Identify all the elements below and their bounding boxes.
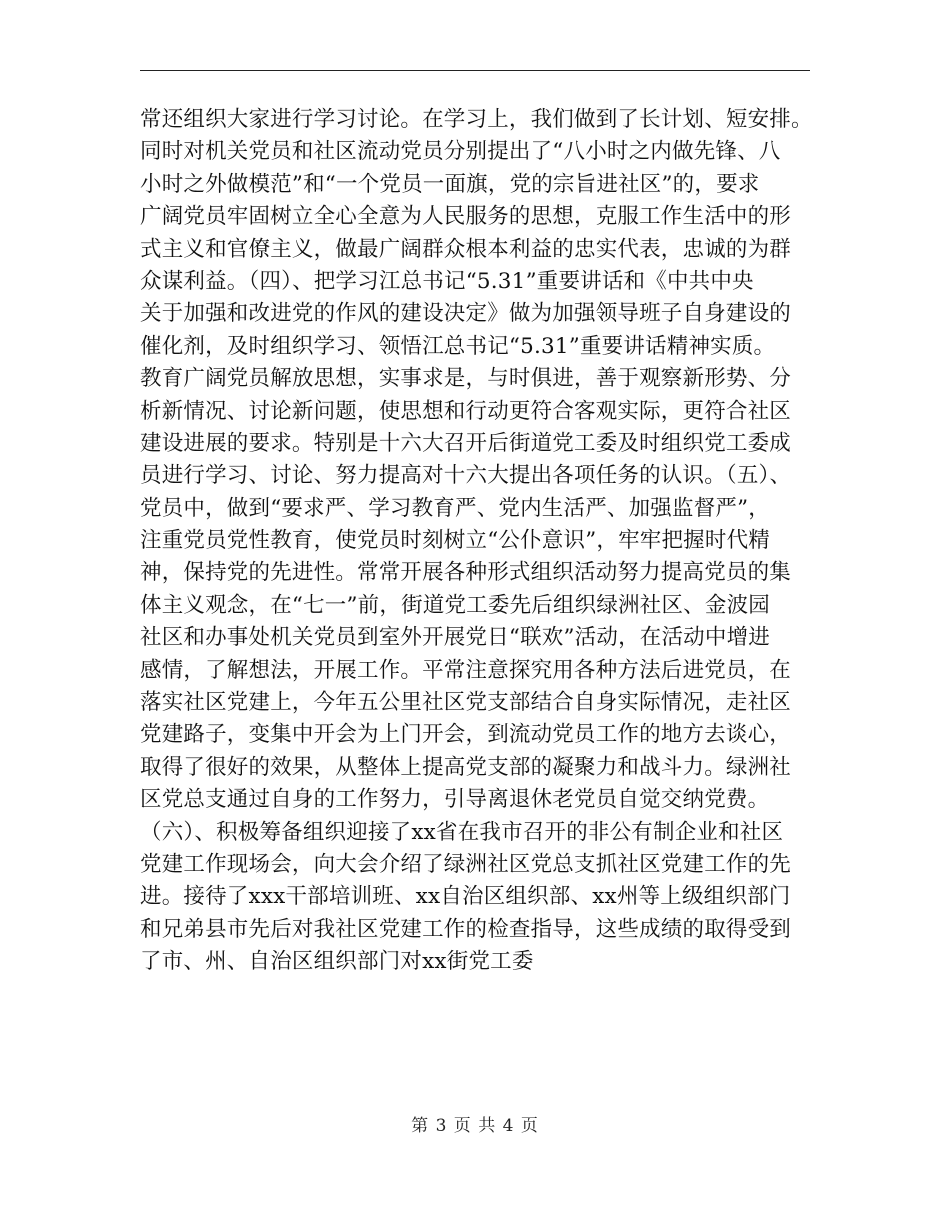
text-line: 落实社区党建上，今年五公里社区党支部结合自身实际情况，走社区 <box>140 690 792 716</box>
text-line: 常还组织大家进行学习讨论。在学习上，我们做到了长计划、短安排。 <box>140 107 813 132</box>
text-line: 催化剂，及时组织学习、领悟江总书记“5.31”重要讲话精神实质。 <box>140 333 776 359</box>
text-line: 注重党员党性教育，使党员时刻树立“公仆意识”，牢牢把握时代精 <box>140 528 770 554</box>
text-line: （六）、积极筹备组织迎接了xx省在我市召开的非公有制企业和社区 <box>140 819 784 845</box>
text-line: 了市、州、自治区组织部门对xx街党工委 <box>140 949 534 975</box>
header-rule <box>140 70 810 71</box>
text-line: 析新情况、讨论新问题，使思想和行动更符合客观实际，更符合社区 <box>140 398 792 424</box>
text-line: 体主义观念，在“七一”前，街道党工委先后组织绿洲社区、金波园 <box>140 592 770 618</box>
text-line: 党员中，做到“要求严、学习教育严、党内生活严、加强监督严”， <box>140 495 770 521</box>
page-number-footer: 第 3 页 共 4 页 <box>411 1116 539 1136</box>
text-line: 取得了很好的效果，从整体上提高党支部的凝聚力和战斗力。绿洲社 <box>140 754 792 780</box>
text-line: 党建工作现场会，向大会介绍了绿洲社区党总支抓社区党建工作的先 <box>140 851 792 877</box>
text-line: 教育广阔党员解放思想，实事求是，与时俱进，善于观察新形势、分 <box>140 366 792 392</box>
text-line: 和兄弟县市先后对我社区党建工作的检查指导，这些成绩的取得受到 <box>140 916 792 942</box>
text-line: 同时对机关党员和社区流动党员分别提出了“八小时之内做先锋、八 <box>140 139 781 165</box>
text-line: 小时之外做模范”和“一个党员一面旗，党的宗旨进社区”的，要求 <box>140 171 760 197</box>
text-line: 区党总支通过自身的工作努力，引导离退休老党员自觉交纳党费。 <box>140 787 770 813</box>
text-line: 神，保持党的先进性。常常开展各种形式组织活动努力提高党员的集 <box>140 560 792 586</box>
text-line: 感情，了解想法，开展工作。平常注意探究用各种方法后进党员，在 <box>140 657 792 683</box>
text-line: 建设进展的要求。特别是十六大召开后街道党工委及时组织党工委成 <box>140 430 792 456</box>
text-line: 关于加强和改进党的作风的建设决定》做为加强领导班子自身建设的 <box>140 301 792 327</box>
text-line: 广阔党员牢固树立全心全意为人民服务的思想，克服工作生活中的形 <box>140 204 792 230</box>
body-text <box>140 104 830 979</box>
text-line: 式主义和官僚主义，做最广阔群众根本利益的忠实代表，忠诚的为群 <box>140 236 792 262</box>
text-line: 众谋利益。（四）、把学习江总书记“5.31”重要讲话和《中共中央 <box>140 268 754 294</box>
text-line: 进。接待了xxx干部培训班、xx自治区组织部、xx州等上级组织部门 <box>140 884 791 910</box>
text-line: 员进行学习、讨论、努力提高对十六大提出各项任务的认识。（五）、 <box>140 463 792 489</box>
text-line: 社区和办事处机关党员到室外开展党日“联欢”活动，在活动中增进 <box>140 625 770 651</box>
text-line: 党建路子，变集中开会为上门开会，到流动党员工作的地方去谈心， <box>140 722 792 748</box>
